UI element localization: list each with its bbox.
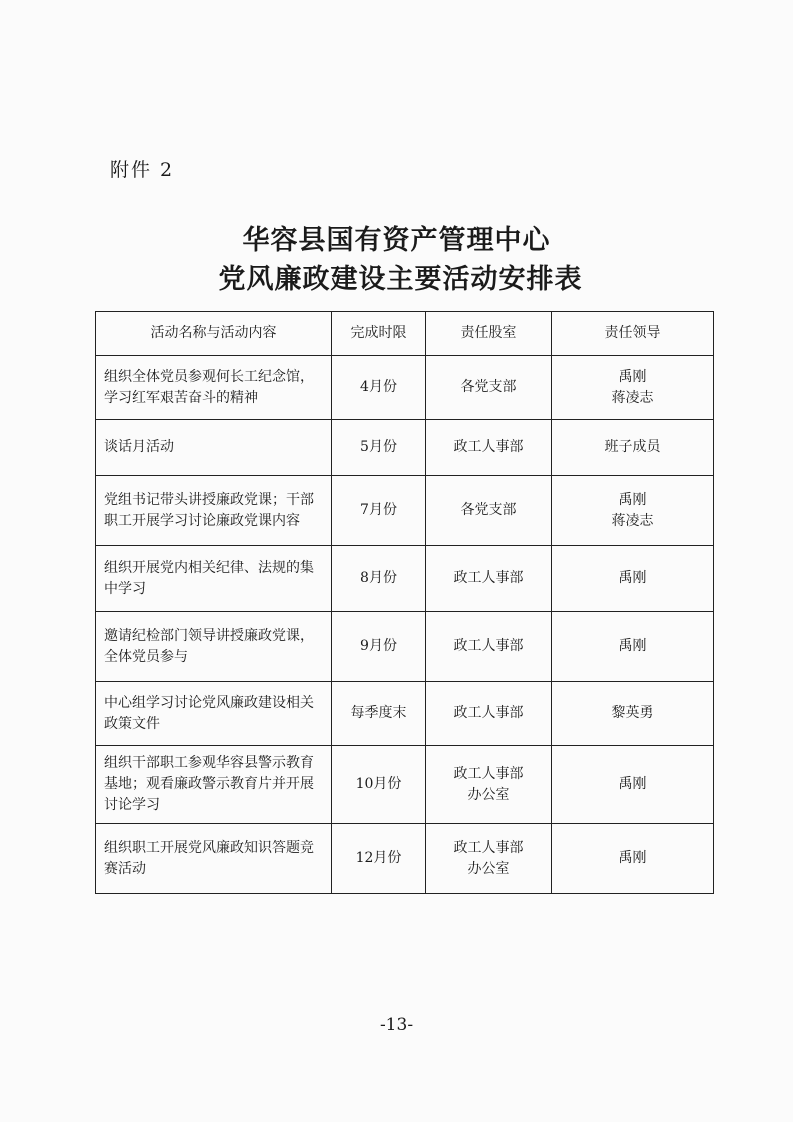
leader-cell <box>552 612 714 682</box>
activity-schedule-table <box>95 311 714 894</box>
department-name: 政工人事部 <box>453 638 524 654</box>
department-name: 各党支部 <box>460 379 517 395</box>
leader-name: 班子成员 <box>604 439 661 455</box>
leader-cell <box>552 356 714 420</box>
table-row <box>96 746 714 824</box>
leader-cell <box>552 476 714 546</box>
activity-cell: 组织全体党员参观何长工纪念馆，学习红军艰苦奋斗的精神 <box>96 356 332 420</box>
department-cell <box>426 476 552 546</box>
department-name: 政工人事部 <box>453 705 524 721</box>
department-cell <box>426 746 552 824</box>
table-body <box>96 356 714 894</box>
deadline-cell: 9月份 <box>332 612 426 682</box>
table-row <box>96 546 714 612</box>
leader-name: 禹刚 <box>618 491 647 508</box>
deadline-cell: 每季度末 <box>332 682 426 746</box>
table-row <box>96 420 714 476</box>
activity-cell: 组织开展党内相关纪律、法规的集中学习 <box>96 546 332 612</box>
deadline-cell: 10月份 <box>332 746 426 824</box>
table-row <box>96 824 714 894</box>
leader-name: 禹刚 <box>618 776 647 792</box>
attachment-label: 附件 2 <box>110 159 175 181</box>
leader-name: 蒋凌志 <box>611 512 654 529</box>
department-name: 办公室 <box>467 860 510 877</box>
activity-cell: 邀请纪检部门领导讲授廉政党课，全体党员参与 <box>96 612 332 682</box>
table-row <box>96 612 714 682</box>
department-name: 政工人事部 <box>453 439 524 455</box>
leader-cell <box>552 546 714 612</box>
department-cell <box>426 824 552 894</box>
activity-cell: 组织职工开展党风廉政知识答题竞赛活动 <box>96 824 332 894</box>
department-name: 各党支部 <box>460 502 517 518</box>
table-row <box>96 682 714 746</box>
department-name: 政工人事部 <box>453 839 524 856</box>
department-name: 政工人事部 <box>453 765 524 782</box>
header-leader: 责任领导 <box>552 312 714 356</box>
department-cell <box>426 420 552 476</box>
leader-cell <box>552 682 714 746</box>
activity-cell: 谈话月活动 <box>96 420 332 476</box>
header-deadline: 完成时限 <box>332 312 426 356</box>
department-cell <box>426 546 552 612</box>
department-cell <box>426 356 552 420</box>
department-name: 办公室 <box>467 786 510 803</box>
document-title-line-2: 党风廉政建设主要活动安排表 <box>218 264 583 295</box>
header-department: 责任股室 <box>426 312 552 356</box>
document-title-line-1: 华容县国有资产管理中心 <box>242 225 551 256</box>
activity-cell: 组织干部职工参观华容县警示教育基地；观看廉政警示教育片并开展讨论学习 <box>96 746 332 824</box>
department-name: 政工人事部 <box>453 570 524 586</box>
leader-name: 禹刚 <box>618 368 647 385</box>
page-number: -13- <box>379 1015 414 1035</box>
deadline-cell: 7月份 <box>332 476 426 546</box>
header-activity: 活动名称与活动内容 <box>96 312 332 356</box>
table-header-row <box>96 312 714 356</box>
leader-name: 禹刚 <box>618 638 647 654</box>
leader-name: 黎英勇 <box>611 705 654 721</box>
deadline-cell: 12月份 <box>332 824 426 894</box>
activity-cell: 中心组学习讨论党风廉政建设相关政策文件 <box>96 682 332 746</box>
deadline-cell: 4月份 <box>332 356 426 420</box>
table-row <box>96 476 714 546</box>
leader-cell <box>552 824 714 894</box>
deadline-cell: 8月份 <box>332 546 426 612</box>
deadline-cell: 5月份 <box>332 420 426 476</box>
leader-name: 禹刚 <box>618 570 647 586</box>
leader-name: 蒋凌志 <box>611 389 654 406</box>
leader-name: 禹刚 <box>618 850 647 866</box>
activity-cell: 党组书记带头讲授廉政党课；干部职工开展学习讨论廉政党课内容 <box>96 476 332 546</box>
department-cell <box>426 612 552 682</box>
table-row <box>96 356 714 420</box>
leader-cell <box>552 420 714 476</box>
leader-cell <box>552 746 714 824</box>
department-cell <box>426 682 552 746</box>
